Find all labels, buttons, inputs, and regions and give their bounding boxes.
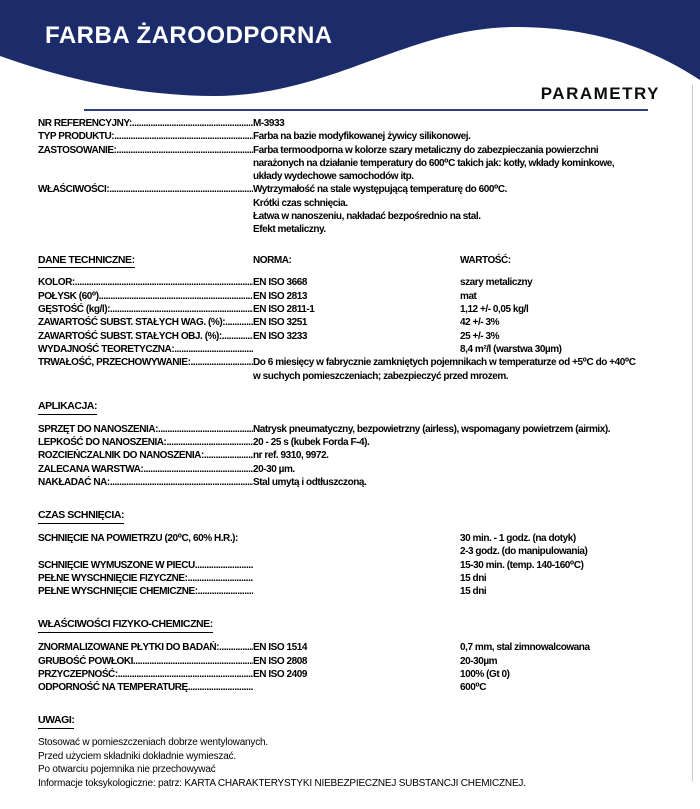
spec-value: Efekt metaliczny. xyxy=(253,224,326,236)
spec-row xyxy=(38,572,666,585)
norma-value: EN ISO 2409 xyxy=(253,668,307,680)
dot-leader xyxy=(116,144,253,157)
section-heading-czas-schniecia: CZAS SCHNIĘCIA: xyxy=(38,509,124,524)
spec-row xyxy=(38,532,666,559)
section-heading-dane-techniczne: DANE TECHNICZNE: xyxy=(38,254,135,269)
spec-label: ZALECANA WARSTWA: xyxy=(38,463,144,475)
spec-value: 15-30 min. (temp. 140-160⁰C) xyxy=(460,559,584,571)
section-aplikacja xyxy=(38,400,666,489)
spec-label: GRUBOŚĆ POWŁOKI xyxy=(38,655,133,667)
document-body xyxy=(38,114,666,790)
spec-value: 15 dni xyxy=(460,572,487,584)
spec-value: 25 +/- 3% xyxy=(460,330,500,342)
spec-label: ZASTOSOWANIE: xyxy=(38,144,117,156)
section-uwagi xyxy=(38,714,666,790)
page-edge-line xyxy=(692,85,693,782)
spec-value: 0,7 mm, stal zimnowalcowana xyxy=(460,642,590,654)
spec-value: 42 +/- 3% xyxy=(460,317,500,329)
spec-row xyxy=(38,303,666,316)
section-czas-schniecia xyxy=(38,509,666,598)
spec-label: TRWAŁOŚĆ, PRZECHOWYWANIE: xyxy=(38,357,191,369)
spec-row xyxy=(38,423,666,436)
section-fizyko-chemiczne xyxy=(38,618,666,694)
spec-label: GĘSTOŚĆ (kg/l): xyxy=(38,304,110,316)
spec-row xyxy=(38,585,666,598)
norma-value: EN ISO 2808 xyxy=(253,655,307,667)
spec-value: 30 min. - 1 godz. (na dotyk) xyxy=(460,532,576,544)
spec-value: Natrysk pneumatyczny, bezpowietrzny (airless), wspomagany powietrzem (airmix). xyxy=(253,423,611,435)
spec-value: w suchych pomieszczeniach; zabezpieczyć przed mrozem. xyxy=(253,370,509,382)
spec-label: ODPORNOŚĆ NA TEMPERATURĘ xyxy=(38,682,188,694)
dot-leader xyxy=(219,641,253,654)
spec-label: ROZCIEŃCZALNIK DO NANOSZENIA: xyxy=(38,450,204,462)
note-line: Informacje toksykologiczne: patrz: KARTA CHARAKTERYSTYKI NIEBEZPIECZNEJ SUBSTANCJI CHEMICZNEJ. xyxy=(38,777,526,789)
dot-leader xyxy=(222,330,253,343)
spec-value: 20-30µm xyxy=(460,655,498,667)
dot-leader xyxy=(190,356,253,369)
note-line: Przed użyciem składniki dokładnie wymieszać. xyxy=(38,750,236,762)
spec-label: PEŁNE WYSCHNIĘCIE FIZYCZNE: xyxy=(38,572,188,584)
dot-leader xyxy=(114,130,253,143)
spec-label: LEPKOŚĆ DO NANOSZENIA: xyxy=(38,436,167,448)
dot-leader xyxy=(166,436,253,449)
dot-leader xyxy=(133,655,253,668)
spec-label: SPRZĘT DO NANOSZENIA: xyxy=(38,423,158,435)
spec-label: TYP PRODUKTU: xyxy=(38,131,115,143)
dot-leader xyxy=(188,572,253,585)
spec-label: NR REFERENCYJNY: xyxy=(38,118,132,129)
spec-label: SCHNIĘCIE WYMUSZONE W PIECU xyxy=(38,559,195,571)
spec-label: PRZYCZEPNOŚĆ: xyxy=(38,668,118,680)
section-heading-aplikacja: APLIKACJA: xyxy=(38,400,97,415)
spec-value: mat xyxy=(460,290,477,302)
norma-value: EN ISO 2813 xyxy=(253,290,307,302)
spec-value: Łatwa w nanoszeniu, nakładać bezpośrednio na stal. xyxy=(253,211,481,223)
spec-value: narażonych na działanie temperatury do 600⁰C takich jak: kotły, wkłady kominkowe, xyxy=(253,157,615,169)
spec-row xyxy=(38,668,666,681)
dot-leader xyxy=(143,463,253,476)
spec-row xyxy=(38,559,666,572)
note-line: Po otwarciu pojemnika nie przechowywać xyxy=(38,764,216,776)
spec-row xyxy=(38,290,666,303)
spec-label: KOLOR: xyxy=(38,277,75,289)
spec-label: WŁAŚCIWOŚCI: xyxy=(38,184,110,196)
norma-value: EN ISO 1514 xyxy=(253,642,307,654)
spec-row xyxy=(38,117,666,130)
dot-leader xyxy=(204,449,253,462)
dot-leader xyxy=(110,476,253,489)
section-heading-fizyko-chemiczne: WŁAŚCIWOŚCI FIZYKO-CHEMICZNE: xyxy=(38,618,213,633)
section-heading-uwagi: UWAGI: xyxy=(38,714,74,729)
dot-leader xyxy=(110,303,253,316)
dot-leader xyxy=(118,668,253,681)
spec-row xyxy=(38,343,666,356)
norma-value: EN ISO 3668 xyxy=(253,277,307,289)
spec-value: Farba termoodporna w kolorze szary metaliczny do zabezpieczania powierzchni xyxy=(253,144,599,156)
spec-label: POŁYSK (60⁰) xyxy=(38,290,99,302)
spec-label: SCHNIĘCIE NA POWIETRZU (20⁰C, 60% H.R.): xyxy=(38,532,238,544)
section-identification xyxy=(38,117,666,237)
spec-value: 1,12 +/- 0,05 kg/l xyxy=(460,304,529,316)
spec-row xyxy=(38,449,666,462)
norma-value: EN ISO 2811-1 xyxy=(253,304,315,316)
dot-leader xyxy=(99,290,253,303)
dot-leader xyxy=(225,316,253,329)
spec-value: 100% (Gt 0) xyxy=(460,668,510,680)
spec-label: PEŁNE WYSCHNIĘCIE CHEMICZNE: xyxy=(38,586,198,598)
spec-value: 600⁰C xyxy=(460,682,487,694)
norma-value: EN ISO 3251 xyxy=(253,317,307,329)
spec-row xyxy=(38,436,666,449)
dot-leader xyxy=(132,117,253,130)
spec-row xyxy=(38,316,666,329)
spec-row xyxy=(38,463,666,476)
norma-value: EN ISO 3233 xyxy=(253,330,307,342)
dot-leader xyxy=(195,559,253,572)
dot-leader xyxy=(75,276,253,289)
spec-value: szary metaliczny xyxy=(460,277,533,289)
spec-value: 2-3 godz. (do manipulowania) xyxy=(460,546,588,558)
dot-leader xyxy=(109,183,253,196)
spec-value: nr ref. 9310, 9972. xyxy=(253,450,329,462)
parametry-heading: PARAMETRY xyxy=(540,84,660,103)
spec-row xyxy=(38,655,666,668)
spec-value: 20 - 25 s (kubek Forda F-4). xyxy=(253,436,370,448)
document-title: FARBA ŻAROODPORNA xyxy=(45,22,333,49)
section-dane-techniczne xyxy=(38,254,666,383)
spec-value: M-3933 xyxy=(253,118,285,129)
column-header-wartosc: WARTOŚĆ: xyxy=(460,254,511,266)
spec-value: 20-30 µm. xyxy=(253,463,295,475)
dot-leader xyxy=(198,585,253,598)
spec-row xyxy=(38,183,666,236)
spec-value: Farba na bazie modyfikowanej żywicy silikonowej. xyxy=(253,131,471,143)
spec-value: 15 dni xyxy=(460,586,487,598)
spec-row xyxy=(38,681,666,694)
dot-leader xyxy=(188,681,253,694)
column-header-norma: NORMA: xyxy=(253,254,292,266)
spec-label: WYDAJNOŚĆ TEORETYCZNA: xyxy=(38,343,175,355)
spec-row xyxy=(38,356,666,383)
spec-row xyxy=(38,476,666,489)
spec-label: ZAWARTOŚĆ SUBST. STAŁYCH OBJ. (%): xyxy=(38,330,222,342)
spec-value: Krótki czas schnięcia. xyxy=(253,197,348,209)
spec-row xyxy=(38,641,666,654)
note-line: Stosować w pomieszczeniach dobrze wentylowanych. xyxy=(38,737,268,749)
spec-row xyxy=(38,330,666,343)
spec-row xyxy=(38,144,666,184)
dot-leader xyxy=(174,343,253,356)
spec-value: Do 6 miesięcy w fabrycznie zamkniętych pojemnikach w temperaturze od +5⁰C do +40⁰C xyxy=(253,357,636,369)
dot-leader xyxy=(158,423,253,436)
spec-value: układy wydechowe samochodów itp. xyxy=(253,171,414,183)
spec-label: NAKŁADAĆ NA: xyxy=(38,476,110,488)
spec-value: Stal umytą i odtłuszczoną. xyxy=(253,476,367,488)
spec-value: Wytrzymałość na stale występującą temperaturę do 600⁰C. xyxy=(253,184,508,196)
header-divider-rule xyxy=(84,109,648,111)
spec-row xyxy=(38,276,666,289)
spec-label: ZNORMALIZOWANE PŁYTKI DO BADAŃ: xyxy=(38,642,220,654)
spec-label: ZAWARTOŚĆ SUBST. STAŁYCH WAG. (%): xyxy=(38,317,226,329)
spec-row xyxy=(38,130,666,143)
spec-value: 8,4 m²/l (warstwa 30µm) xyxy=(460,343,562,355)
